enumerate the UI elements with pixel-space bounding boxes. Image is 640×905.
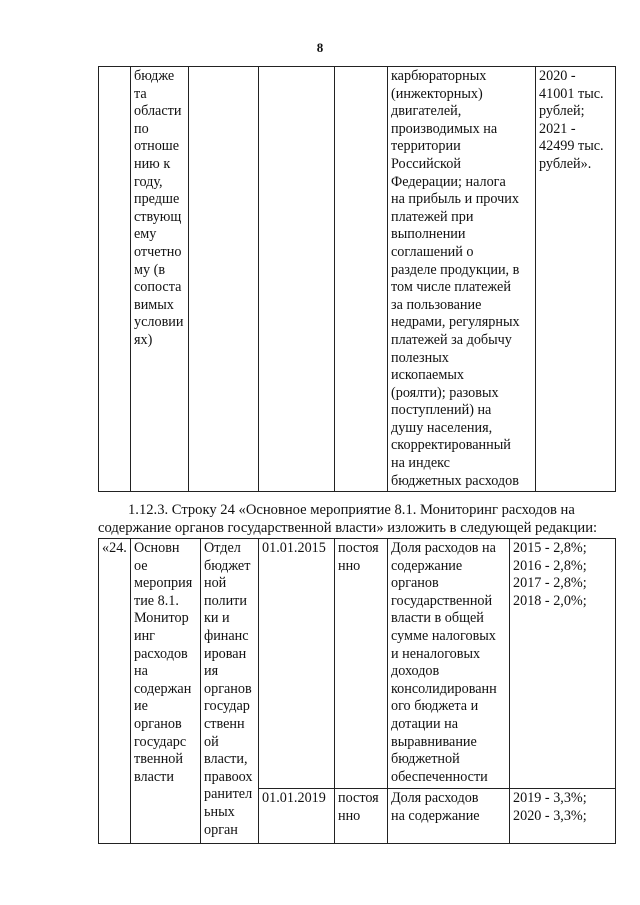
cell-empty — [259, 67, 335, 492]
cell-values: 2020 - 41001 тыс. рублей; 2021 - 42499 тыс. рублей». — [536, 67, 616, 492]
continued-table — [98, 66, 616, 492]
cell-target-values: 2015 - 2,8%; 2016 - 2,8%; 2017 - 2,8%; 2018 - 2,0%; — [510, 539, 616, 789]
cell-event-name: Основн ое мероприя тие 8.1. Монитор инг расходов на содержан ие органов государс твенной власти — [131, 539, 201, 844]
cell-indicator-description: карбюраторных (инжекторных) двигателей, производимых на территории Российской Федерации; налога на прибыль и прочих платежей при выполнении соглашений о разделе продукции, в том числе платежей за пользование недрами, регулярных платежей за добычу полезных ископаемых (роялти); разовых поступлений) на душу населения, скорректированный на индекс бюджетных расходов — [388, 67, 536, 492]
cell-period: постоя нно — [335, 539, 388, 789]
cell-indicator: Доля расходов на содержание — [388, 789, 510, 844]
cell-empty — [99, 67, 131, 492]
cell-target-values: 2019 - 3,3%; 2020 - 3,3%; — [510, 789, 616, 844]
cell-executor: Отдел бюджет ной полити ки и финанс ирован ия органов государ ственн ой власти, правоох ранител ьных орган — [201, 539, 259, 844]
amendment-paragraph-line1: 1.12.3. Строку 24 «Основное мероприятие 8.1. Мониторинг расходов на — [128, 502, 575, 518]
row-24-table — [98, 538, 616, 844]
amendment-paragraph-line2: содержание органов государственной власти» изложить в следующей редакции: — [98, 520, 598, 536]
cell-period: постоя нно — [335, 789, 388, 844]
cell-indicator-text: бюдже та области по отноше нию к году, предше ствующ ему отчетно му (в сопоста вимых условии ях) — [131, 67, 189, 492]
page-number: 8 — [316, 40, 324, 55]
cell-start-date: 01.01.2015 — [259, 539, 335, 789]
cell-row-number: «24. — [99, 539, 131, 844]
cell-start-date: 01.01.2019 — [259, 789, 335, 844]
cell-empty — [189, 67, 259, 492]
cell-empty — [335, 67, 388, 492]
cell-indicator: Доля расходов на содержание органов государственной власти в общей сумме налоговых и неналоговых доходов консолидированн ого бюджета и дотации на выравнивание бюджетной обеспеченности — [388, 539, 510, 789]
